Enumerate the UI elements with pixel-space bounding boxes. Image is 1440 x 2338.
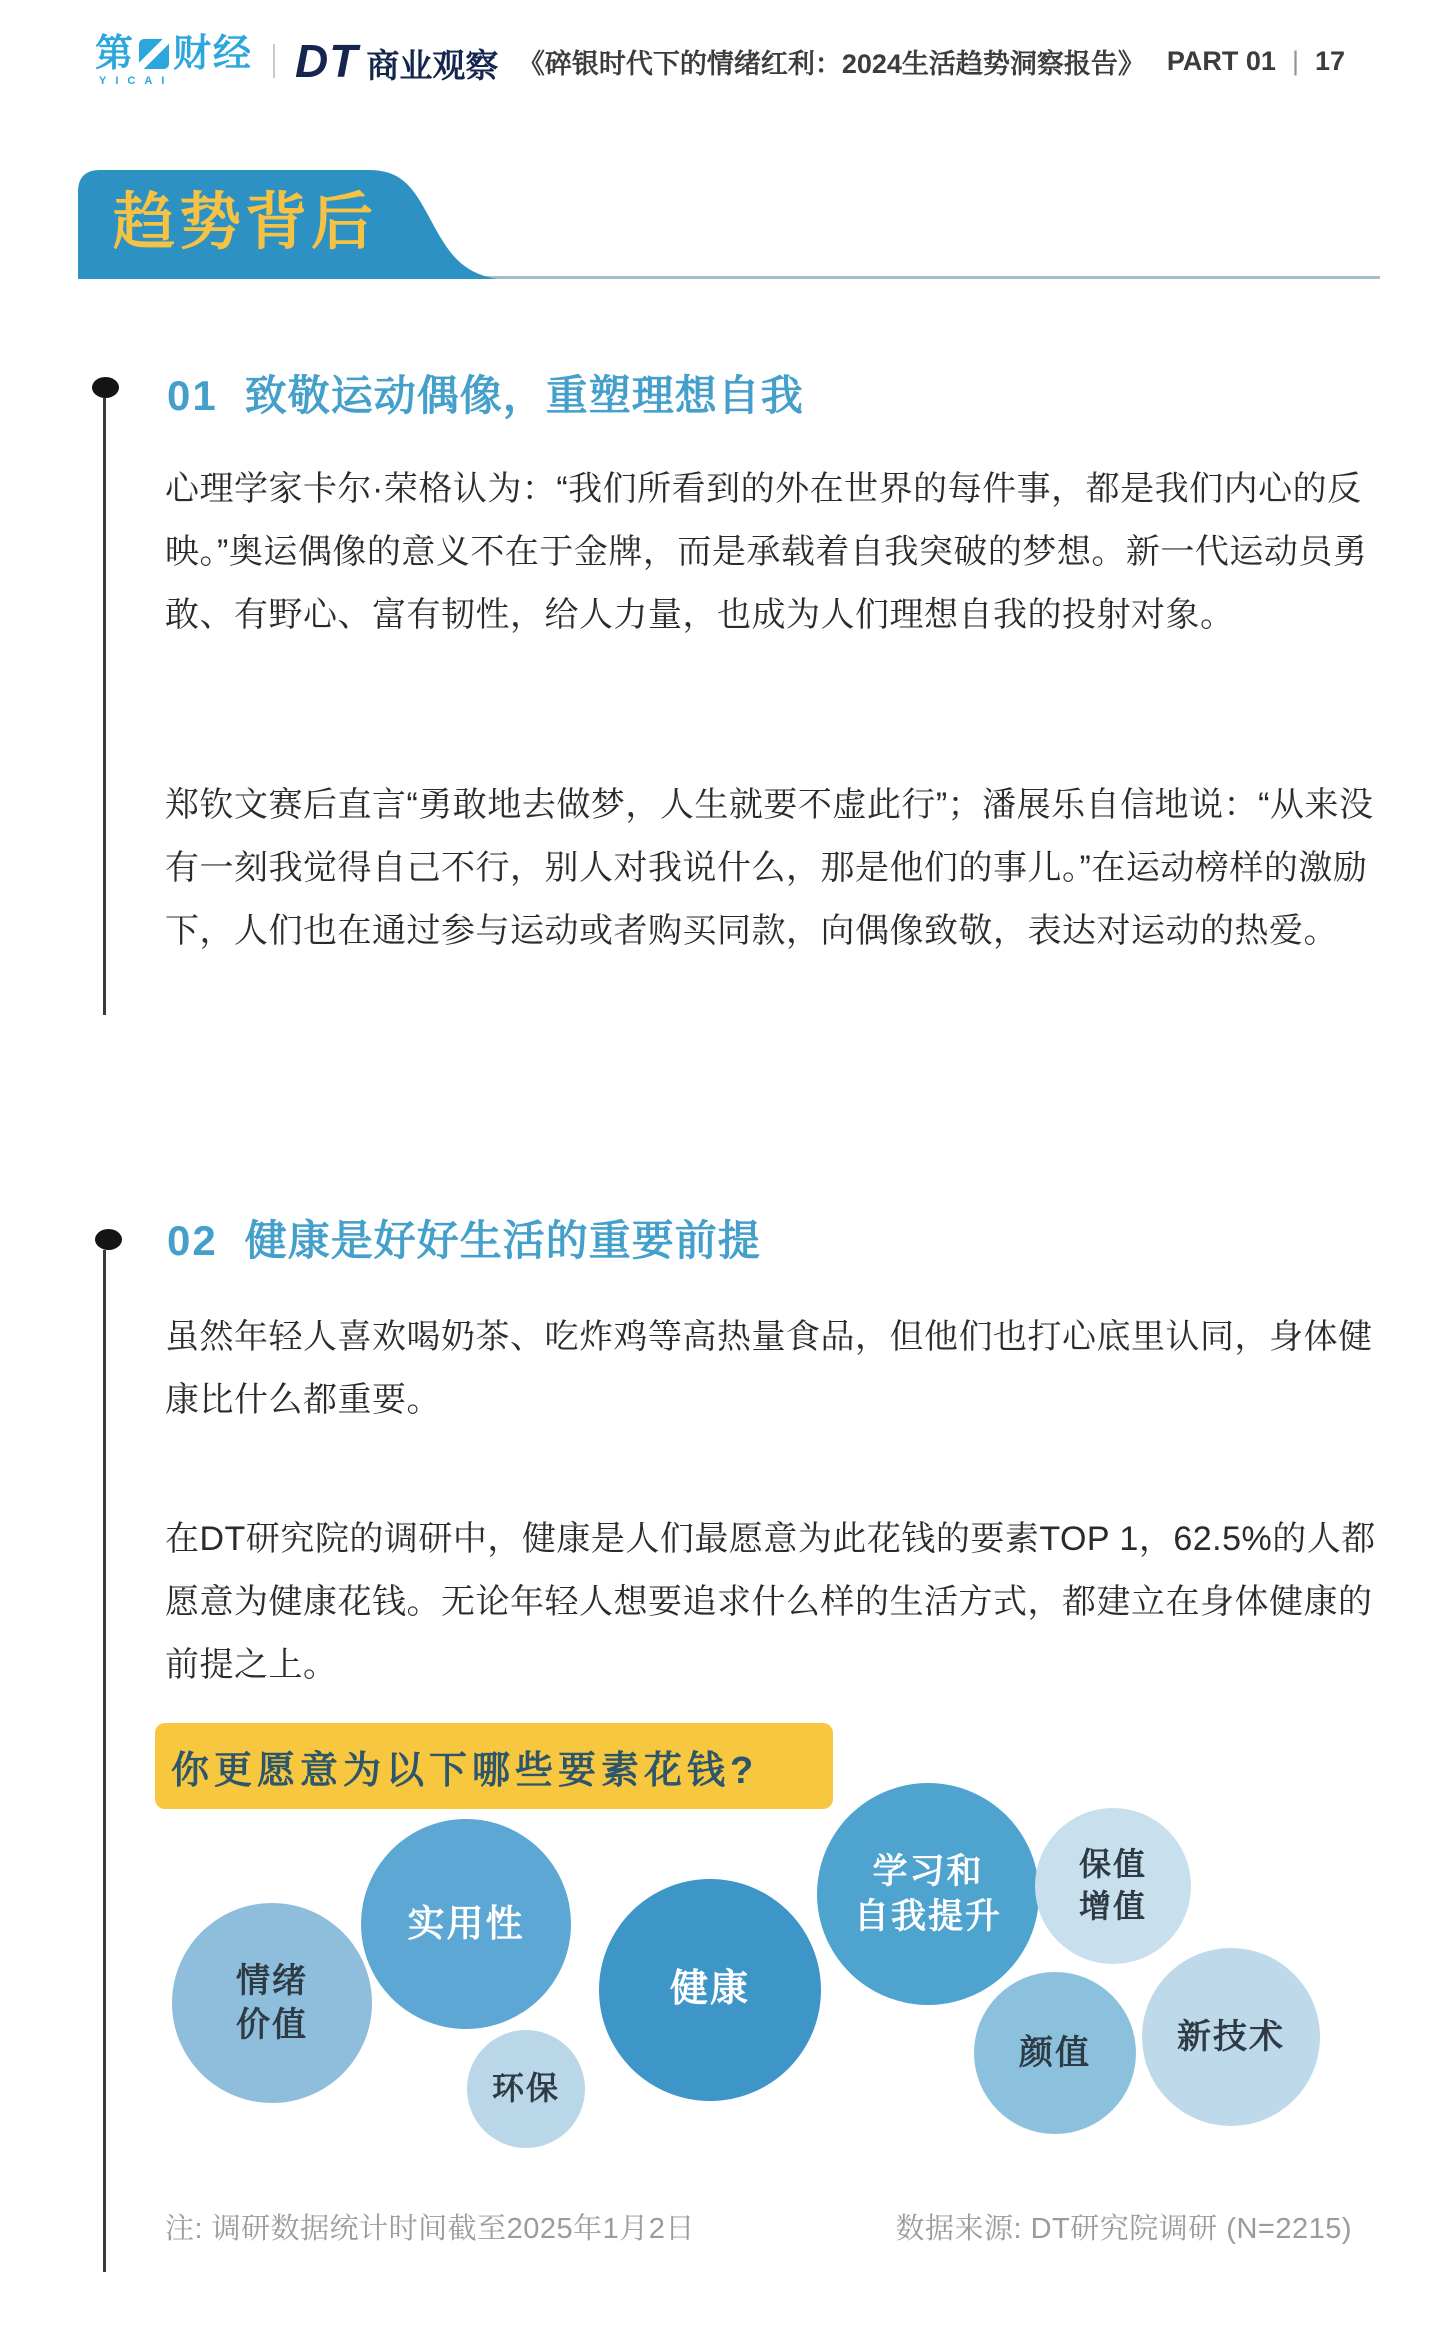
survey-question-highlight <box>155 1723 833 1809</box>
timeline-line-2 <box>103 1250 106 2272</box>
section-1-title: 致敬运动偶像，重塑理想自我 <box>244 372 804 419</box>
bubble-label: 实用性 <box>407 1902 525 1944</box>
section-2-title: 健康是好好生活的重要前提 <box>244 1217 761 1264</box>
bubble-label: 自我提升 <box>853 1897 1002 1936</box>
dt-business-watch-logo <box>295 34 498 88</box>
page-number: 17 <box>1314 45 1345 76</box>
ribbon-title: 趋势背后 <box>112 188 377 257</box>
timeline-bullet-1 <box>92 377 119 398</box>
survey-note: 注: 调研数据统计时间截至2025年1月2日 <box>165 2213 695 2245</box>
logo-divider <box>273 44 275 78</box>
section-2-paragraph-2: 在DT研究院的调研中，健康是人们最愿意为此花钱的要素TOP 1，62.5%的人都愿意为健康花钱。无论年轻人想要追求什么样的生活方式，都建立在身体健康的前提之上。 <box>165 1520 1376 1684</box>
report-title: 《碎银时代下的情绪红利：2024生活趋势洞察报告》 <box>517 48 1145 79</box>
bubble-label: 颜值 <box>1019 2033 1091 2072</box>
dt-logo-text: 商业观察 <box>366 47 499 84</box>
bubble-label: 健康 <box>669 1968 750 2011</box>
section-2-heading <box>167 1218 761 1264</box>
data-source-note: 数据来源: DT研究院调研 (N=2215) <box>895 2213 1352 2245</box>
section-1-number: 01 <box>167 372 218 419</box>
section-1-paragraph-2: 郑钦文赛后直言“勇敢地去做梦，人生就要不虚此行”；潘展乐自信地说：“从来没有一刻我觉得自己不行，别人对我说什么，那是他们的事儿。”在运动榜样的激励下，人们也在通过参与运动或者购买同款，向偶像致敬，表达对运动的热爱。 <box>165 786 1374 950</box>
section-1-paragraph-1: 心理学家卡尔·荣格认为：“我们所看到的外在世界的每件事，都是我们内心的反映。”奥运偶像的意义不在于金牌，而是承载着自我突破的梦想。新一代运动员勇敢、有野心、富有韧性，给人力量，也成为人们理想自我的投射对象。 <box>165 470 1368 634</box>
bubble-emotional-value <box>172 1903 372 2103</box>
bubble-label: 价值 <box>236 2006 308 2044</box>
bubble-label: 情绪 <box>236 1961 308 2000</box>
header-meta <box>518 42 1345 81</box>
section-2-number: 02 <box>167 1217 218 1264</box>
page-header <box>95 28 1345 94</box>
dt-logo-mark: DT <box>295 35 359 87</box>
timeline-bullet-2 <box>95 1229 122 1250</box>
section-1-heading <box>167 373 804 419</box>
part-page-divider: | <box>1291 45 1299 76</box>
yicai-logo-suffix: 财经 <box>173 33 254 75</box>
yicai-logo-subtext: YICAI <box>99 75 174 87</box>
bubble-label: 环保 <box>491 2070 560 2107</box>
bubble-practicality <box>361 1819 571 2029</box>
timeline-line-1 <box>103 398 106 1015</box>
bubble-value-retention <box>1035 1808 1191 1964</box>
yicai-logo-mark-icon <box>139 39 169 69</box>
survey-question-text: 你更愿意为以下哪些要素花钱? <box>171 1749 759 1792</box>
bubble-appearance <box>974 1972 1136 2134</box>
section-2-paragraph-1: 虽然年轻人喜欢喝奶茶、吃炸鸡等高热量食品，但他们也打心底里认同，身体健康比什么都重要。 <box>165 1318 1373 1419</box>
bubble-eco-friendly <box>467 2030 585 2148</box>
part-label: PART 01 <box>1166 45 1276 76</box>
bubble-new-technology <box>1142 1948 1320 2126</box>
yicai-logo-prefix: 第 <box>95 33 136 75</box>
yicai-logo <box>95 35 253 87</box>
bubble-learning-self-improvement <box>817 1783 1039 2005</box>
bubble-label: 学习和 <box>872 1851 984 1891</box>
bubble-health <box>599 1879 821 2101</box>
bubble-label: 增值 <box>1078 1888 1147 1924</box>
bubble-label: 保值 <box>1078 1846 1147 1883</box>
bubble-label: 新技术 <box>1177 2017 1285 2056</box>
